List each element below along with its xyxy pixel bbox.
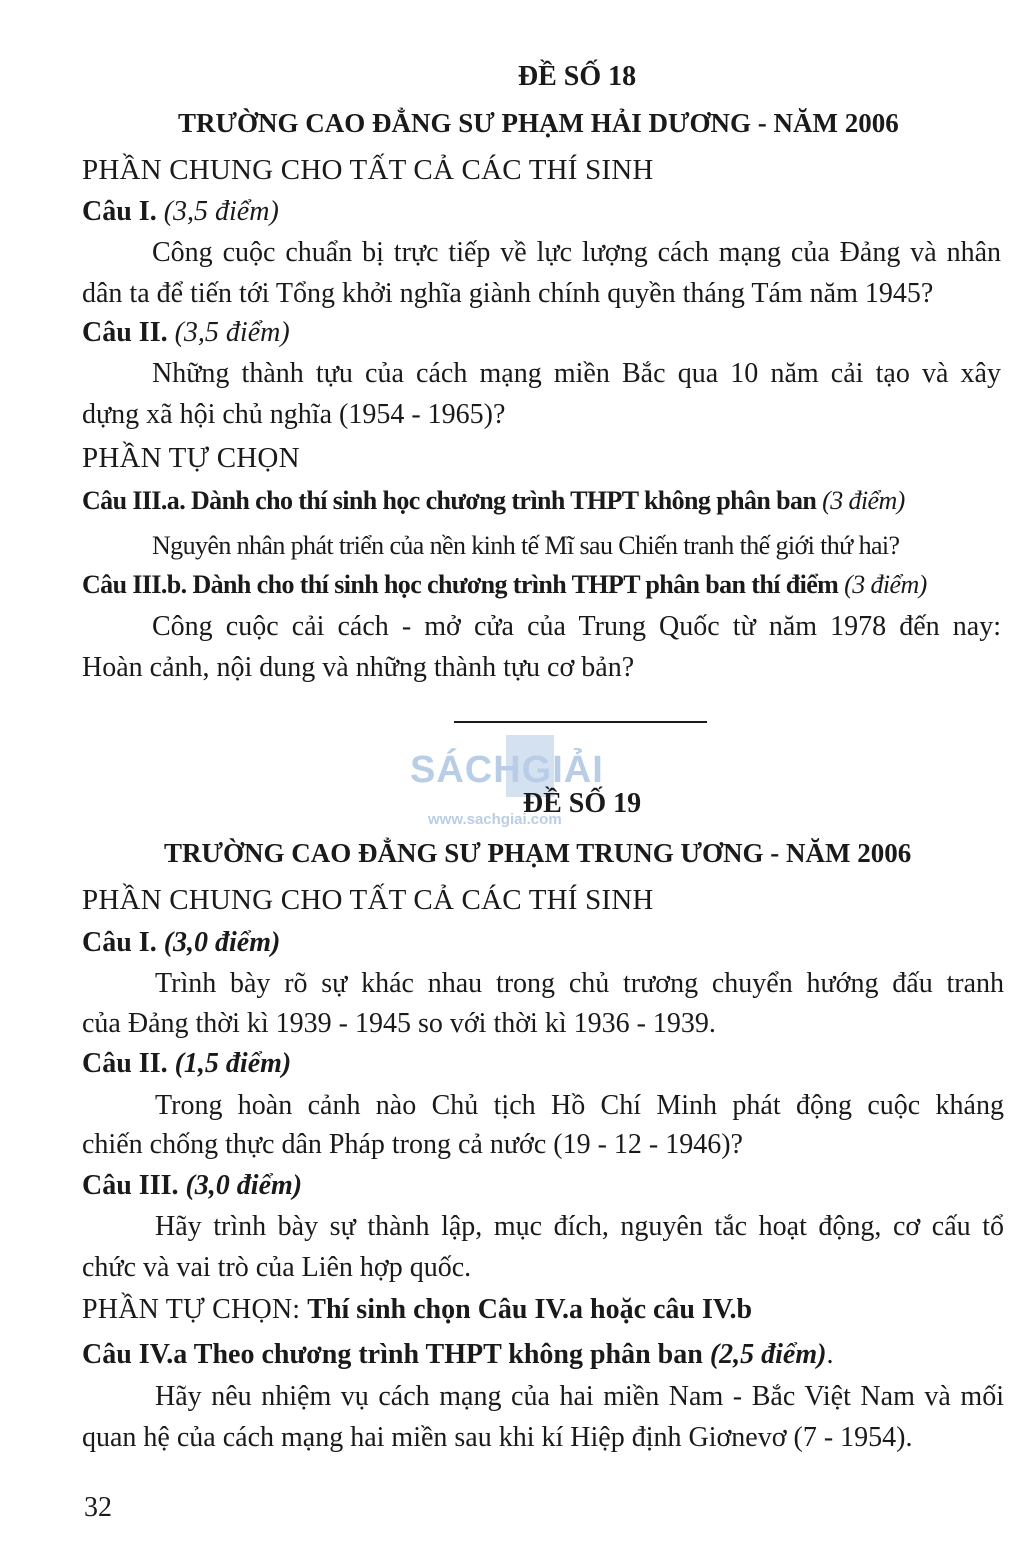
- exam-18-question-3a-line-1: Nguyên nhân phát triển của nền kinh tế Mĩ sau Chiến tranh thế giới thứ hai?: [152, 531, 900, 560]
- exam-19-question-4a-line-1: Hãy nêu nhiệm vụ cách mạng của hai miền Nam - Bắc Việt Nam và mối: [155, 1381, 1004, 1412]
- question-points: (3 điểm): [844, 570, 927, 599]
- optional-part-label: PHẦN TỰ CHỌN:: [82, 1294, 301, 1325]
- exam-18-question-1-heading: [82, 195, 279, 229]
- question-points: (3,5 điểm): [163, 196, 279, 227]
- exam-19-optional-part: [82, 1293, 752, 1327]
- exam-19-question-1-line-2: của Đảng thời kì 1939 - 1945 so với thời kì 1936 - 1939.: [82, 1008, 716, 1039]
- exam-19-question-4a-heading: Câu IV.a Theo chương trình THPT không phân ban (2,5 điểm).: [82, 1339, 834, 1370]
- watermark-url: www.sachgiai.com: [428, 811, 562, 828]
- question-label: Câu I.: [82, 927, 157, 958]
- exam-18-question-3b-heading: [82, 568, 927, 602]
- exam-18-question-2-line-2: dựng xã hội chủ nghĩa (1954 - 1965)?: [82, 399, 506, 430]
- question-points: (3,5 điểm): [174, 317, 290, 348]
- question-points: (3,0 điểm): [185, 1170, 303, 1201]
- exam-19-question-4a-line-2: quan hệ của cách mạng hai miền sau khi kí Hiệp định Giơnevơ (7 - 1954).: [82, 1422, 913, 1453]
- exam-19-question-1-line-1: Trình bày rõ sự khác nhau trong chủ trương chuyển hướng đấu tranh: [155, 968, 1004, 999]
- page-number: 32: [84, 1492, 112, 1523]
- exam-18-question-3b-line-2: Hoàn cảnh, nội dung và những thành tựu cơ bản?: [82, 652, 635, 683]
- exam-19-title: ĐỀ SỐ 19: [522, 788, 642, 819]
- question-label: Câu II.: [82, 1048, 168, 1079]
- question-points: (3,0 điểm): [163, 927, 281, 958]
- exam-18-title: ĐỀ SỐ 18: [517, 61, 637, 92]
- exam-18-question-2-heading: [82, 316, 290, 350]
- exam-18-question-1-line-2: dân ta để tiến tới Tổng khởi nghĩa giành chính quyền tháng Tám năm 1945?: [82, 278, 934, 309]
- question-label: Câu I.: [82, 196, 157, 227]
- section-divider: [454, 721, 707, 723]
- question-label: Câu III.b. Dành cho thí sinh học chương trình THPT phân ban thí điểm: [82, 570, 839, 599]
- watermark-logo: SÁCHGIẢI: [410, 749, 604, 791]
- exam-19-question-2-line-1: Trong hoàn cảnh nào Chủ tịch Hồ Chí Minh phát động cuộc kháng: [155, 1090, 1004, 1121]
- question-points: (2,5 điểm): [709, 1339, 827, 1370]
- exam-19-question-2-line-2: chiến chống thực dân Pháp trong cả nước (19 - 12 - 1946)?: [82, 1129, 743, 1160]
- exam-19-question-3-line-2: chức và vai trò của Liên hợp quốc.: [82, 1252, 472, 1283]
- question-label: Câu III.a. Dành cho thí sinh học chương trình THPT không phân ban: [82, 486, 817, 515]
- exam-18-question-3a-heading: [82, 484, 905, 518]
- question-label: Câu III.: [82, 1170, 179, 1201]
- optional-instruction: Thí sinh chọn Câu IV.a hoặc câu IV.b: [307, 1294, 753, 1325]
- exam-19-school: TRƯỜNG CAO ĐẲNG SƯ PHẠM TRUNG ƯƠNG - NĂM 2006: [164, 838, 912, 868]
- question-points: (3 điểm): [822, 486, 905, 515]
- exam-18-question-1-line-1: Công cuộc chuẩn bị trực tiếp về lực lượng cách mạng của Đảng và nhân: [152, 237, 1001, 268]
- question-label: Câu IV.a Theo chương trình THPT không phân ban: [82, 1339, 703, 1370]
- exam-19-question-3-line-1: Hãy trình bày sự thành lập, mục đích, nguyên tắc hoạt động, cơ cấu tổ: [155, 1211, 1004, 1242]
- exam-19-question-1-heading: [82, 926, 280, 960]
- exam-18-optional-part: PHẦN TỰ CHỌN: [82, 442, 300, 474]
- exam-19-question-2-heading: [82, 1047, 291, 1081]
- question-label: Câu II.: [82, 317, 168, 348]
- exam-19-question-3-heading: [82, 1169, 302, 1203]
- exam-18-school: TRƯỜNG CAO ĐẲNG SƯ PHẠM HẢI DƯƠNG - NĂM 2006: [178, 108, 899, 138]
- exam-18-question-2-line-1: Những thành tựu của cách mạng miền Bắc qua 10 năm cải tạo và xây: [152, 358, 1001, 389]
- exam-18-common-part: PHẦN CHUNG CHO TẤT CẢ CÁC THÍ SINH: [82, 154, 654, 186]
- exam-18-question-3b-line-1: Công cuộc cải cách - mở cửa của Trung Quốc từ năm 1978 đến nay:: [152, 611, 1001, 642]
- question-points: (1,5 điểm): [174, 1048, 292, 1079]
- exam-19-common-part: PHẦN CHUNG CHO TẤT CẢ CÁC THÍ SINH: [82, 884, 654, 916]
